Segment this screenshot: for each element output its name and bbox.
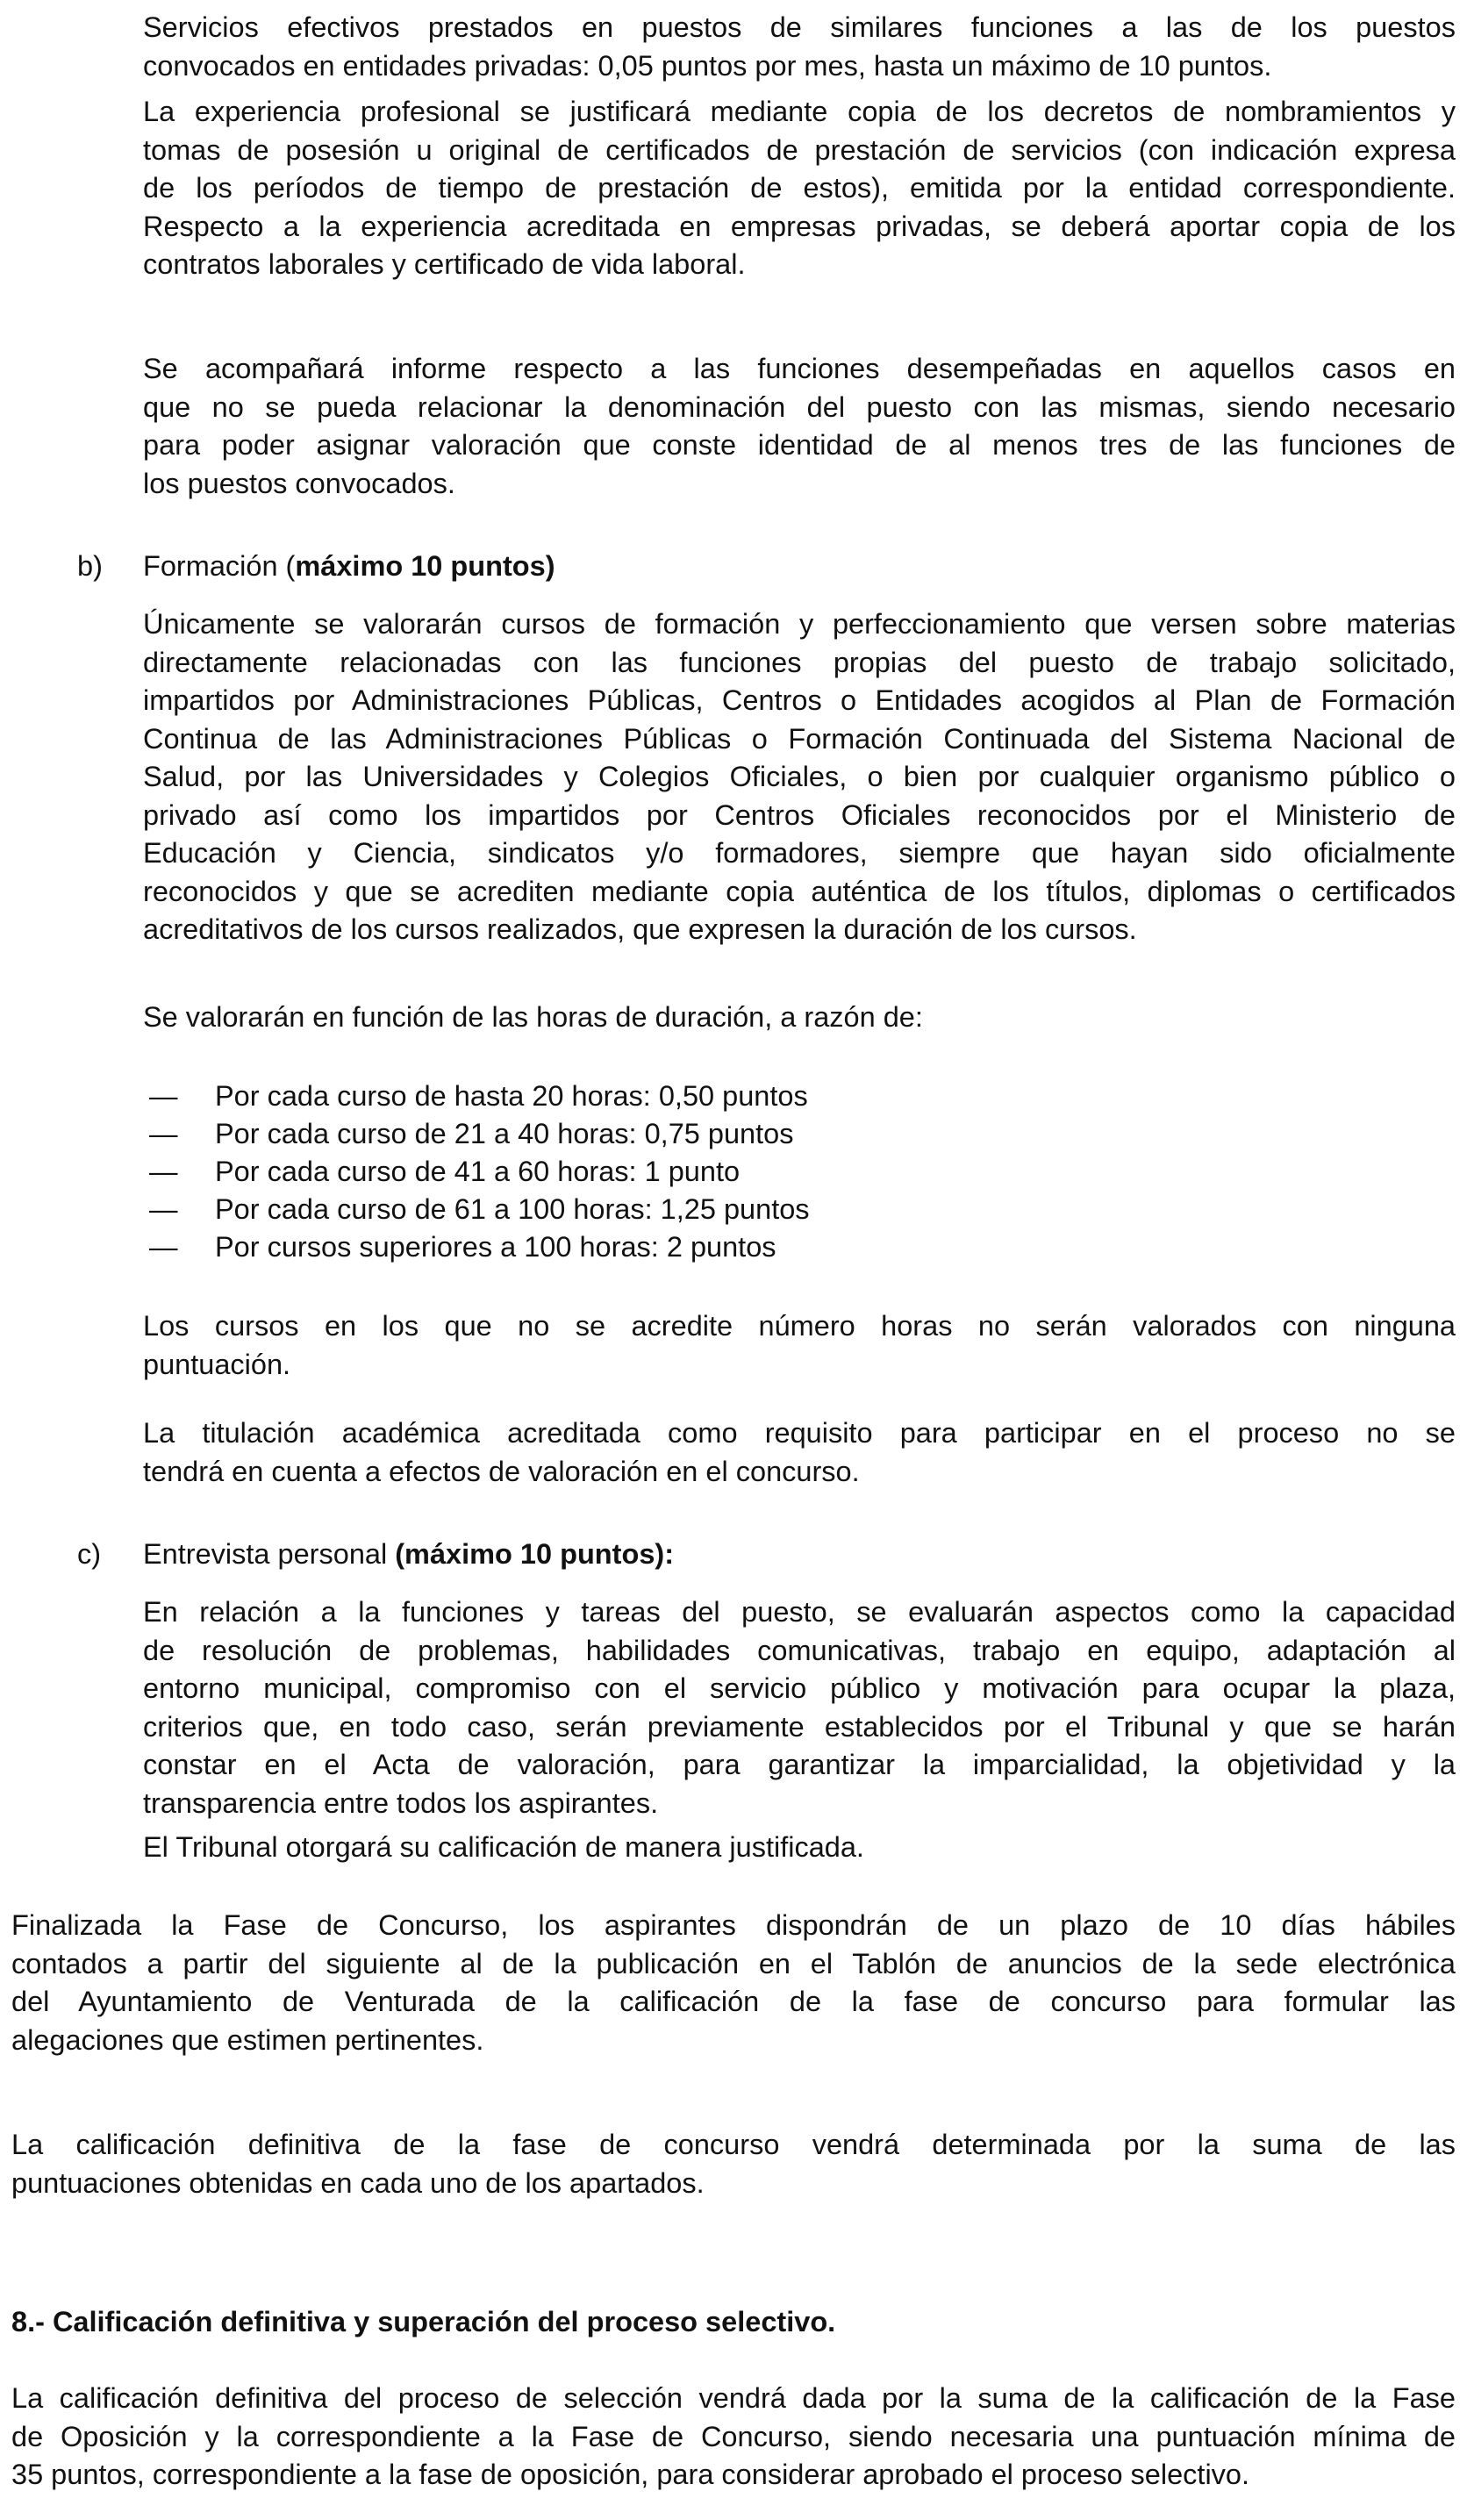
- text-line: Se acompañará informe respecto a las funciones desempeñadas en aquellos casos en: [143, 353, 1456, 384]
- training-paragraph: [143, 605, 1456, 949]
- list-item-text: Por cada curso de hasta 20 horas: 0,50 puntos: [215, 1080, 808, 1112]
- section-c-title: Entrevista personal: [143, 1538, 396, 1570]
- text-line: Finalizada la Fase de Concurso, los aspirantes dispondrán de un plazo de 10 días hábiles: [11, 1909, 1456, 1941]
- interview-paragraph: [143, 1593, 1456, 1822]
- text-line: privado así como los impartidos por Centros Oficiales reconocidos por el Ministerio de: [143, 798, 1456, 831]
- section-c-max-points: (máximo 10 puntos):: [395, 1538, 675, 1570]
- text-line: de los períodos de tiempo de prestación de estos), emitida por la entidad correspondiente.: [143, 172, 1456, 204]
- text-line: reconocidos y que se acrediten mediante copia auténtica de los títulos, diplomas o certificados: [143, 875, 1456, 907]
- text-line: de resolución de problemas, habilidades comunicativas, trabajo en equipo, adaptación al: [143, 1634, 1456, 1666]
- text-line: Educación y Ciencia, sindicatos y/o formadores, siempre que hayan sido oficialmente: [143, 837, 1456, 869]
- list-item-text: Por cada curso de 41 a 60 horas: 1 punto: [215, 1156, 741, 1187]
- text-line: contados a partir del siguiente al de la publicación en el Tablón de anuncios de la sede electrónica: [11, 1947, 1456, 1979]
- text-line: tomas de posesión u original de certificados de prestación de servicios (con indicación expresa: [143, 133, 1456, 166]
- list-item-text: Por cursos superiores a 100 horas: 2 puntos: [215, 1231, 776, 1263]
- section-8-heading: 8.- Calificación definitiva y superación del proceso selectivo.: [11, 2306, 836, 2337]
- experience-private-paragraph: [143, 9, 1456, 85]
- text-line: puntuaciones obtenidas en cada uno de los apartados.: [11, 2166, 705, 2199]
- academic-title-paragraph: [143, 1414, 1456, 1491]
- text-line: puntuación.: [143, 1348, 291, 1380]
- text-line: alegaciones que estimen pertinentes.: [11, 2023, 484, 2056]
- no-hours-paragraph: [143, 1307, 1456, 1384]
- text-line: de Oposición y la correspondiente a la Fase de Concurso, siendo necesaria una puntuación mínima de: [11, 2420, 1456, 2452]
- section-b-title: Formación (: [143, 550, 296, 582]
- list-item: [0, 1191, 1474, 1229]
- text-line: contratos laborales y certificado de vida laboral.: [143, 248, 746, 280]
- section-c-heading: [0, 1536, 1474, 1574]
- final-score-paragraph: [11, 2126, 1456, 2202]
- text-line: Continua de las Administraciones Públicas o Formación Continuada del Sistema Nacional de: [143, 722, 1456, 755]
- text-line: que no se pueda relacionar la denominación del puesto con las mismas, siendo necesario: [143, 390, 1456, 423]
- dash-bullet: —: [149, 1231, 178, 1263]
- text-line: tendrá en cuenta a efectos de valoración en el concurso.: [143, 1455, 860, 1487]
- dash-bullet: —: [149, 1118, 178, 1149]
- list-item: [0, 1115, 1474, 1154]
- list-item: [0, 1077, 1474, 1116]
- text-line: La experiencia profesional se justificará mediante copia de los decretos de nombramientos y: [143, 96, 1456, 127]
- text-line: Respecto a la experiencia acreditada en empresas privadas, se deberá aportar copia de los: [143, 210, 1456, 242]
- text-line: los puestos convocados.: [143, 467, 455, 499]
- text-line: transparencia entre todos los aspirantes.: [143, 1786, 659, 1819]
- list-item-text: Por cada curso de 21 a 40 horas: 0,75 puntos: [215, 1118, 794, 1149]
- text-line: acreditativos de los cursos realizados, que expresen la duración de los cursos.: [143, 913, 1137, 945]
- list-item: [0, 1228, 1474, 1267]
- experience-justification-paragraph: [143, 93, 1456, 284]
- section-b-max-points: máximo 10 puntos): [295, 550, 555, 582]
- claims-period-paragraph: [11, 1907, 1456, 2059]
- text-line: La calificación definitiva de la fase de concurso vendrá determinada por la suma de las: [11, 2129, 1456, 2160]
- text-line: para poder asignar valoración que conste identidad de al menos tres de las funciones de: [143, 429, 1456, 461]
- dash-bullet: —: [149, 1080, 178, 1112]
- text-line: directamente relacionadas con las funciones propias del puesto de trabajo solicitado,: [143, 646, 1456, 678]
- text-line: Servicios efectivos prestados en puestos de similares funciones a las de los puestos: [143, 11, 1456, 43]
- text-line: Salud, por las Universidades y Colegios Oficiales, o bien por cualquier organismo público o: [143, 761, 1456, 792]
- functions-report-paragraph: [143, 350, 1456, 503]
- text-line: convocados en entidades privadas: 0,05 puntos por mes, hasta un máximo de 10 puntos.: [143, 49, 1272, 82]
- dash-bullet: —: [149, 1193, 178, 1225]
- text-line: 35 puntos, correspondiente a la fase de oposición, para considerar aprobado el proceso selectivo.: [11, 2459, 1250, 2490]
- text-line: Los cursos en los que no se acredite número horas no serán valorados con ninguna: [143, 1310, 1456, 1342]
- text-line: constar en el Acta de valoración, para garantizar la imparcialidad, la objetividad y la: [143, 1749, 1456, 1780]
- text-line: impartidos por Administraciones Públicas, Centros o Entidades acogidos al Plan de Formación: [143, 684, 1456, 716]
- text-line: Únicamente se valorarán cursos de formación y perfeccionamiento que versen sobre materias: [143, 608, 1456, 640]
- list-item: [0, 1153, 1474, 1192]
- text-line: La titulación académica acreditada como requisito para participar en el proceso no se: [143, 1417, 1456, 1449]
- text-line: criterios que, en todo caso, serán previamente establecidos por el Tribunal y que se harán: [143, 1710, 1456, 1743]
- section-b-label: b): [77, 550, 103, 582]
- text-line: En relación a la funciones y tareas del puesto, se evaluarán aspectos como la capacidad: [143, 1596, 1456, 1628]
- dash-bullet: —: [149, 1156, 178, 1187]
- text-line: La calificación definitiva del proceso de selección vendrá dada por la suma de la calificación de la Fase: [11, 2382, 1456, 2414]
- tribunal-paragraph: El Tribunal otorgará su calificación de manera justificada.: [143, 1831, 864, 1863]
- hours-intro-paragraph: Se valorarán en función de las horas de duración, a razón de:: [143, 1001, 923, 1033]
- text-line: del Ayuntamiento de Venturada de la calificación de la fase de concurso para formular las: [11, 1986, 1456, 2017]
- section-c-label: c): [77, 1538, 102, 1570]
- list-item-text: Por cada curso de 61 a 100 horas: 1,25 puntos: [215, 1193, 810, 1225]
- text-line: entorno municipal, compromiso con el servicio público y motivación para ocupar la plaza,: [143, 1672, 1456, 1704]
- section-8-paragraph: [11, 2380, 1456, 2495]
- hours-scale-list: [0, 1077, 1474, 1271]
- section-b-heading: [0, 548, 1474, 586]
